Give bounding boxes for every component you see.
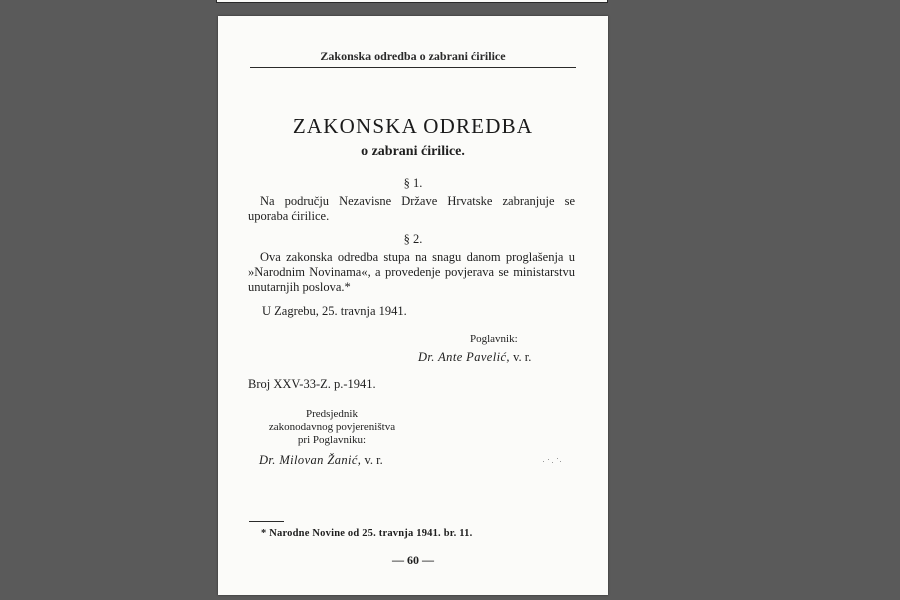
document-subtitle: o zabrani ćirilice. <box>361 144 465 159</box>
signatory-2-role <box>252 408 412 447</box>
footnote: * Narodne Novine od 25. travnja 1941. br. 11. <box>261 528 473 539</box>
page-number: — 60 — <box>392 553 434 567</box>
footnote-rule <box>249 521 284 522</box>
previous-page-edge <box>216 0 608 3</box>
document-page <box>218 16 608 595</box>
signatory-2 <box>259 453 383 468</box>
section-2-mark: § 2. <box>403 232 423 246</box>
place-date: U Zagrebu, 25. travnja 1941. <box>262 304 407 318</box>
signatory-1-suffix: v. r. <box>513 350 532 364</box>
signatory-1 <box>418 350 531 365</box>
signatory-2-role-line3: pri Poglavniku: <box>297 434 367 446</box>
signatory-1-name: Dr. Ante Pavelić, <box>418 350 510 364</box>
header-rule <box>250 67 576 68</box>
document-title: ZAKONSKA ODREDBA <box>292 114 534 138</box>
signatory-2-suffix: v. r. <box>364 453 383 467</box>
running-header: Zakonska odredba o zabrani ćirilice <box>320 49 506 63</box>
section-1-text: Na području Nezavisne Države Hrvatske zabranjuje se uporaba ćirilice. <box>248 194 575 223</box>
section-1-mark: § 1. <box>403 176 423 190</box>
signatory-2-name: Dr. Milovan Žanić, <box>259 453 362 467</box>
section-2-text: Ova zakonska odredba stupa na snagu danom proglašenja u »Narodnim Novinama«, a provedenje povjerava se ministarstvu unutarnjih poslova.* <box>248 250 575 294</box>
signatory-1-role: Poglavnik: <box>470 333 518 345</box>
reference-number: Broj XXV-33-Z. p.-1941. <box>248 377 376 391</box>
signatory-2-role-line1: Predsjednik <box>306 408 358 420</box>
signatory-2-role-line2: zakonodavnog povjereništva <box>268 421 396 433</box>
paper-speckle <box>540 456 564 466</box>
